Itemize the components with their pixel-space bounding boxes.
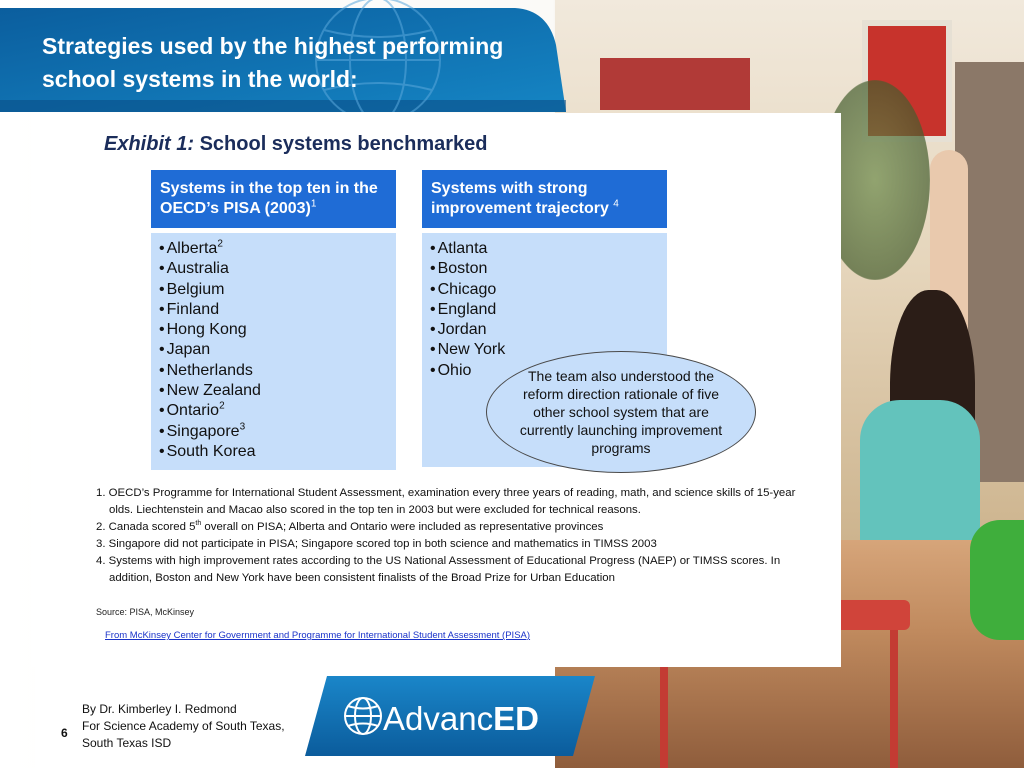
list-item-name: South Korea [166,442,256,460]
top-ten-list-item [159,340,396,360]
source-note: Source: PISA, McKinsey [96,607,195,617]
top-ten-header-footnote: 1 [310,198,317,210]
list-item-name: Japan [166,341,211,359]
exhibit-label: Exhibit 1: [104,133,195,155]
top-ten-header-text: Systems in the top ten in the OECD’s PISA (2003) [160,180,378,217]
list-item-name: Hong Kong [166,321,247,339]
footnote-1: 1. OECD’s Programme for International Student Assessment, examination every three years of reading, math, and science skills of 15-year olds. Liechtenstein and Macao also scored in the top ten in 2003 but were excluded for technical reasons. [96,487,796,516]
footnote-4: 4. Systems with high improvement rates according to the US National Assessment of Educational Progress (NAEP) or TIMSS scores. In addition, Boston and New York have been consistent finalists of the Broad Prize for Urban Education [96,555,781,584]
background-bulletin-board [600,58,750,110]
list-item-name: New Zealand [166,382,261,400]
footnote-2-text-a: 2. Canada scored 5 [96,521,196,533]
improvement-list-item: • Ohio [430,361,667,381]
background-student-shirt [860,400,980,550]
advanced-logo-text [383,699,539,739]
top-ten-list-item [159,422,396,442]
background-student-green [970,520,1024,640]
slide-title [42,30,562,96]
exhibit-panel [31,113,841,667]
list-item-footnote: 3 [239,421,246,433]
author-credits [82,701,285,752]
footnote-2-sup: th [195,520,202,528]
source-link[interactable]: From McKinsey Center for Government and Programme for International Student Assessment (PISA) [105,630,531,641]
list-item-name: Singapore [166,422,240,440]
top-ten-list-item [159,401,396,421]
top-ten-list-item [159,300,396,320]
logo-text-regular: Advanc [383,700,494,737]
credit-line-2: For Science Academy of South Texas, [82,719,285,733]
top-ten-list-item [159,280,396,300]
slide-title-line-2: school systems in the world: [42,66,358,92]
improvement-list-item: • Atlanta [430,239,667,259]
list-item-name: Australia [166,260,229,278]
improvement-column-header [422,170,667,228]
list-item-name: Alberta [166,240,218,257]
footnote-3: 3. Singapore did not participate in PISA; Singapore scored top in both science and mathematics in TIMSS 2003 [96,538,657,550]
top-ten-list-item [159,361,396,381]
top-ten-column-body [151,233,396,470]
list-item-name: Netherlands [166,361,253,379]
background-chair-leg [890,630,898,768]
top-ten-list-item [159,320,396,340]
improvement-header-footnote: 4 [613,198,619,210]
improvement-list-item: • Boston [430,259,667,279]
footnotes-list [96,485,796,587]
top-ten-column-header [151,170,396,228]
list-item-name: Ontario [166,402,220,420]
credit-line-1: By Dr. Kimberley I. Redmond [82,702,237,716]
improvement-list-item: • Chicago [430,280,667,300]
top-ten-list-item [159,239,396,259]
list-item-footnote: 2 [219,401,225,413]
footnote-2 [96,519,796,536]
improvement-list-item: • New York [430,340,667,360]
page-number: 6 [61,726,68,740]
improvement-list-item: • England [430,300,667,320]
callout-text: The team also understood the reform direction rationale of five other school system that are currently launching improvement programs [519,368,723,456]
top-ten-list [159,239,396,462]
logo-text-bold: ED [493,700,539,737]
list-item-name: Finland [166,300,220,318]
top-ten-list-item [159,259,396,279]
credit-line-3: South Texas ISD [82,736,172,750]
footnote-2-text-b: overall on PISA; Alberta and Ontario were included as representative provinces [201,521,604,533]
list-item-footnote: 2 [217,238,223,250]
slide-title-line-1: Strategies used by the highest performing [42,33,504,59]
top-ten-list-item [159,442,396,462]
callout-ellipse [486,351,756,473]
improvement-list-item: • Jordan [430,320,667,340]
exhibit-heading [104,133,487,156]
exhibit-title: School systems benchmarked [199,133,488,155]
top-ten-list-item [159,381,396,401]
list-item-name: Belgium [166,280,225,298]
improvement-header-text: Systems with strong improvement trajectory [431,180,609,217]
